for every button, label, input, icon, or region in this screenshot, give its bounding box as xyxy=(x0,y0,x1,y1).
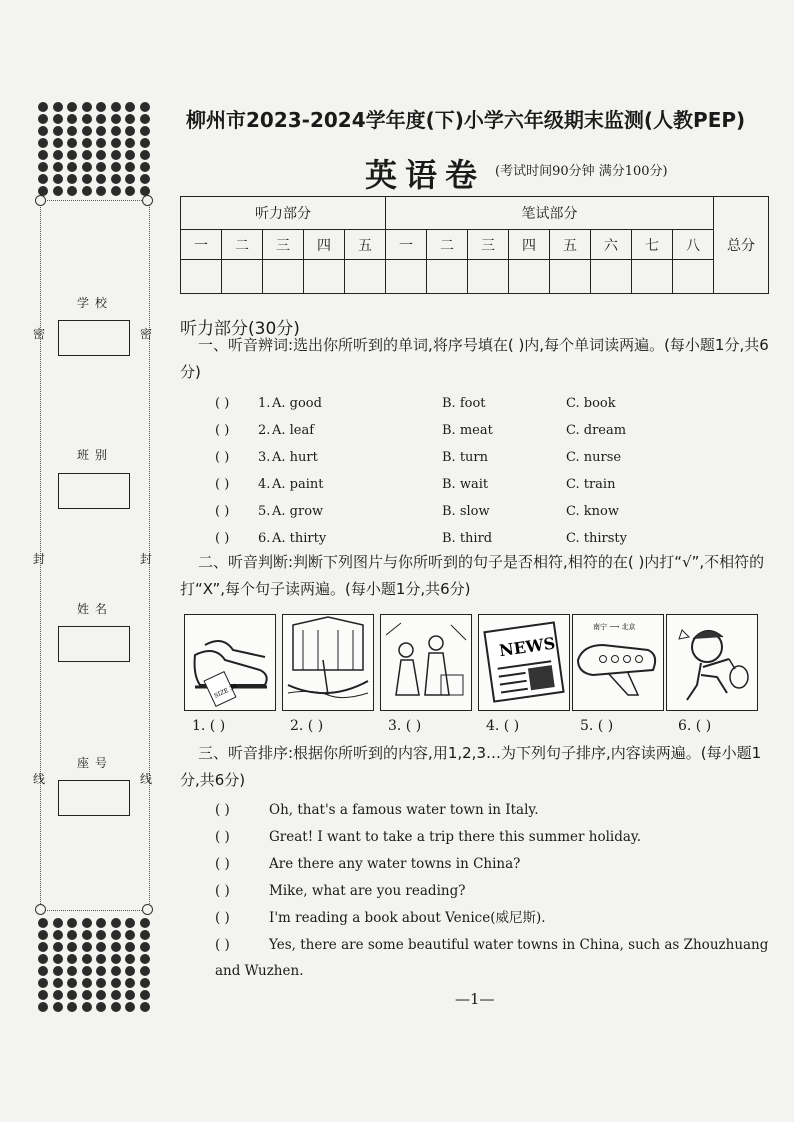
binding-dot xyxy=(125,1002,135,1012)
score-cell[interactable] xyxy=(181,260,222,294)
answer-blank[interactable]: ( ) xyxy=(215,531,230,546)
score-cell[interactable] xyxy=(509,260,550,294)
binding-dot xyxy=(140,942,150,952)
binding-dot xyxy=(140,102,150,112)
binding-dot xyxy=(53,918,63,928)
binding-dot xyxy=(38,102,48,112)
page-number: —1— xyxy=(455,990,495,1008)
seal-char: 密 xyxy=(33,327,46,341)
binding-dot xyxy=(53,978,63,988)
score-col: 四 xyxy=(304,230,345,260)
binding-dot xyxy=(111,126,121,136)
order-sentence xyxy=(215,797,775,823)
order-sentence xyxy=(215,878,775,904)
binding-dot xyxy=(111,954,121,964)
binding-dot xyxy=(82,990,92,1000)
binding-dot xyxy=(82,138,92,148)
score-cell[interactable] xyxy=(345,260,386,294)
score-col: 四 xyxy=(509,230,550,260)
seat-number-field[interactable] xyxy=(58,780,130,816)
option-c: C. thirsty xyxy=(566,531,627,546)
binding-dot xyxy=(125,930,135,940)
picture-4 xyxy=(478,614,570,711)
option-c: C. book xyxy=(566,396,616,411)
picture-2 xyxy=(282,614,374,711)
binding-line-top xyxy=(40,200,148,201)
binding-dots-bottom xyxy=(38,918,154,1014)
score-cell[interactable] xyxy=(386,260,427,294)
binding-dot xyxy=(96,942,106,952)
seal-char: 密 xyxy=(140,327,153,341)
binding-dot xyxy=(96,186,106,196)
binding-dot xyxy=(38,954,48,964)
option-num: 1. xyxy=(258,396,271,411)
picture-answer-blank[interactable]: 6. ( ) xyxy=(678,718,712,734)
score-col: 三 xyxy=(263,230,304,260)
score-col: 五 xyxy=(345,230,386,260)
score-col: 六 xyxy=(591,230,632,260)
score-header-total: 总分 xyxy=(714,197,769,294)
order-blank[interactable]: ( ) xyxy=(215,856,230,872)
option-a: A. thirty xyxy=(272,531,327,546)
option-c: C. train xyxy=(566,477,616,492)
score-cell[interactable] xyxy=(591,260,632,294)
binding-ring xyxy=(35,904,46,915)
binding-dot xyxy=(53,114,63,124)
part3-instruction: 三、听音排序:根据你所听到的内容,用1,2,3…为下列句子排序,内容读两遍。(每小题1分,共6分) xyxy=(180,744,762,789)
option-a: A. hurt xyxy=(272,450,318,465)
score-table xyxy=(180,196,769,294)
binding-dot xyxy=(111,114,121,124)
option-num: 6. xyxy=(258,531,271,546)
binding-dot xyxy=(140,954,150,964)
order-blank[interactable]: ( ) xyxy=(215,829,230,845)
section-heading-listening: 听力部分(30分) xyxy=(180,319,300,339)
name-field[interactable] xyxy=(58,626,130,662)
binding-dot xyxy=(82,174,92,184)
picture-answer-blank[interactable]: 5. ( ) xyxy=(580,718,614,734)
binding-dot xyxy=(53,162,63,172)
seal-char: 封 xyxy=(140,552,153,566)
binding-dot xyxy=(140,114,150,124)
binding-dot xyxy=(82,942,92,952)
option-a: A. good xyxy=(272,396,322,411)
flight-route: 南宁 ⟶ 北京 xyxy=(593,623,636,631)
binding-ring xyxy=(35,195,46,206)
binding-dot xyxy=(82,126,92,136)
binding-dot xyxy=(125,114,135,124)
binding-dot xyxy=(82,930,92,940)
option-b: B. third xyxy=(442,531,493,546)
binding-dot xyxy=(53,954,63,964)
sentence-text: Mike, what are you reading? xyxy=(269,883,466,899)
sentence-text: I'm reading a book about Venice(威尼斯). xyxy=(269,910,546,926)
sentence-text: Great! I want to take a trip there this summer holiday. xyxy=(269,829,642,845)
binding-dot xyxy=(111,138,121,148)
order-blank[interactable]: ( ) xyxy=(215,802,230,818)
binding-dot xyxy=(82,966,92,976)
option-c: C. know xyxy=(566,504,619,519)
score-cell[interactable] xyxy=(427,260,468,294)
binding-dot xyxy=(96,102,106,112)
binding-dot xyxy=(82,186,92,196)
score-col: 三 xyxy=(468,230,509,260)
binding-dot xyxy=(67,1002,77,1012)
binding-dot xyxy=(67,978,77,988)
water-town-icon xyxy=(283,615,373,710)
binding-dot xyxy=(96,1002,106,1012)
option-num: 3. xyxy=(258,450,271,465)
binding-dot xyxy=(38,126,48,136)
binding-dot xyxy=(140,966,150,976)
binding-dot xyxy=(38,966,48,976)
binding-dots-top xyxy=(38,102,154,198)
binding-dot xyxy=(82,978,92,988)
score-col: 一 xyxy=(386,230,427,260)
option-c: C. dream xyxy=(566,423,627,438)
binding-dot xyxy=(67,126,77,136)
sentence-text: Are there any water towns in China? xyxy=(269,856,521,872)
binding-dot xyxy=(111,162,121,172)
binding-dot xyxy=(111,102,121,112)
binding-dot xyxy=(53,138,63,148)
binding-dot xyxy=(67,150,77,160)
picture-answer-blank[interactable]: 3. ( ) xyxy=(388,718,422,734)
binding-dot xyxy=(140,138,150,148)
option-b: B. wait xyxy=(442,477,489,492)
order-blank[interactable]: ( ) xyxy=(215,937,230,953)
picture-3 xyxy=(380,614,472,711)
binding-dot xyxy=(111,1002,121,1012)
answer-blank[interactable]: ( ) xyxy=(215,477,230,492)
picture-6 xyxy=(666,614,758,711)
binding-dot xyxy=(140,162,150,172)
binding-dot xyxy=(111,930,121,940)
binding-dot xyxy=(125,162,135,172)
binding-dot xyxy=(38,174,48,184)
binding-dot xyxy=(96,954,106,964)
binding-dot xyxy=(53,966,63,976)
binding-dot xyxy=(96,918,106,928)
score-cell[interactable] xyxy=(222,260,263,294)
binding-dot xyxy=(82,954,92,964)
binding-dot xyxy=(38,138,48,148)
score-cell[interactable] xyxy=(632,260,673,294)
binding-dot xyxy=(82,150,92,160)
score-cell[interactable] xyxy=(673,260,714,294)
answer-blank[interactable]: ( ) xyxy=(215,396,230,411)
score-cell[interactable] xyxy=(304,260,345,294)
binding-dot xyxy=(140,126,150,136)
field-label-name: 姓名 xyxy=(76,602,113,616)
binding-dot xyxy=(82,162,92,172)
binding-dot xyxy=(38,162,48,172)
newspaper-icon xyxy=(479,615,569,710)
binding-dot xyxy=(53,990,63,1000)
order-sentence xyxy=(215,932,775,984)
binding-dot xyxy=(111,966,121,976)
subject-title: 英语卷 xyxy=(365,156,486,194)
binding-dot xyxy=(125,918,135,928)
picture-1 xyxy=(184,614,276,711)
field-label-seat: 座号 xyxy=(76,756,113,770)
binding-dot xyxy=(125,990,135,1000)
binding-dot xyxy=(67,942,77,952)
exam-title: 柳州市2023-2024学年度(下)小学六年级期末监测(人教PEP) xyxy=(186,108,746,132)
score-col: 一 xyxy=(181,230,222,260)
binding-dot xyxy=(111,174,121,184)
binding-dot xyxy=(96,150,106,160)
score-col: 二 xyxy=(222,230,263,260)
binding-dot xyxy=(96,126,106,136)
score-col: 七 xyxy=(632,230,673,260)
binding-dot xyxy=(67,114,77,124)
binding-dot xyxy=(125,186,135,196)
binding-dot xyxy=(67,186,77,196)
binding-dot xyxy=(111,186,121,196)
option-b: B. meat xyxy=(442,423,493,438)
binding-dot xyxy=(53,942,63,952)
seal-char: 线 xyxy=(140,772,153,786)
field-label-school: 学校 xyxy=(76,296,113,310)
option-num: 2. xyxy=(258,423,271,438)
binding-dot xyxy=(96,966,106,976)
binding-dot xyxy=(140,918,150,928)
option-a: A. grow xyxy=(272,504,324,519)
binding-dot xyxy=(140,1002,150,1012)
binding-ring xyxy=(142,195,153,206)
binding-dot xyxy=(82,918,92,928)
girl-badminton-icon xyxy=(667,615,757,710)
order-sentence xyxy=(215,905,775,931)
field-label-class: 班别 xyxy=(76,448,113,462)
binding-dot xyxy=(53,186,63,196)
score-cell[interactable] xyxy=(550,260,591,294)
score-col: 五 xyxy=(550,230,591,260)
binding-dot xyxy=(38,918,48,928)
binding-dot xyxy=(111,942,121,952)
binding-dot xyxy=(67,918,77,928)
binding-dot xyxy=(53,1002,63,1012)
binding-dot xyxy=(140,978,150,988)
binding-dot xyxy=(96,162,106,172)
shoes-icon xyxy=(185,615,275,710)
school-field[interactable] xyxy=(58,320,130,356)
binding-dot xyxy=(82,114,92,124)
binding-dot xyxy=(111,990,121,1000)
binding-dot xyxy=(125,126,135,136)
sentence-text: Yes, there are some beautiful water towns in China, such as Zhouzhuang and Wuzhen. xyxy=(215,937,769,979)
part2-instruction: 二、听音判断:判断下列图片与你所听到的句子是否相符,相符的在( )内打“√”,不相符的打“X”,每个句子读两遍。(每小题1分,共6分) xyxy=(180,553,765,598)
option-num: 4. xyxy=(258,477,271,492)
option-b: B. foot xyxy=(442,396,486,411)
option-a: A. leaf xyxy=(272,423,315,438)
order-sentence xyxy=(215,851,775,877)
binding-dot xyxy=(67,138,77,148)
binding-dot xyxy=(140,150,150,160)
binding-dot xyxy=(125,174,135,184)
binding-dot xyxy=(125,966,135,976)
size-tag-text: SIZE 36 xyxy=(213,682,239,700)
binding-dot xyxy=(67,102,77,112)
binding-dot xyxy=(67,966,77,976)
time-note: (考试时间90分钟 满分100分) xyxy=(495,164,668,179)
binding-dot xyxy=(53,150,63,160)
picture-5 xyxy=(572,614,664,711)
binding-dot xyxy=(53,174,63,184)
binding-dot xyxy=(125,138,135,148)
binding-dot xyxy=(82,102,92,112)
picture-answer-blank[interactable]: 2. ( ) xyxy=(290,718,324,734)
binding-dot xyxy=(111,978,121,988)
binding-dot xyxy=(53,126,63,136)
binding-dot xyxy=(96,990,106,1000)
answer-blank[interactable]: ( ) xyxy=(215,504,230,519)
binding-dot xyxy=(125,978,135,988)
binding-dot xyxy=(96,930,106,940)
binding-dot xyxy=(125,102,135,112)
binding-dot xyxy=(38,930,48,940)
binding-dot xyxy=(125,150,135,160)
binding-dot xyxy=(96,114,106,124)
binding-dot xyxy=(140,174,150,184)
binding-dot xyxy=(38,990,48,1000)
option-a: A. paint xyxy=(272,477,324,492)
binding-dot xyxy=(67,174,77,184)
seal-char: 线 xyxy=(33,772,46,786)
binding-dot xyxy=(125,942,135,952)
option-b: B. turn xyxy=(442,450,489,465)
binding-dot xyxy=(96,978,106,988)
binding-dot xyxy=(67,930,77,940)
part1-instruction: 一、听音辨词:选出你所听到的单词,将序号填在( )内,每个单词读两遍。(每小题1分,共6分) xyxy=(180,336,769,381)
binding-dot xyxy=(38,978,48,988)
airplane-icon xyxy=(573,615,663,710)
score-header-listening: 听力部分 xyxy=(181,197,386,230)
binding-dot xyxy=(96,138,106,148)
order-blank[interactable]: ( ) xyxy=(215,910,230,926)
answer-blank[interactable]: ( ) xyxy=(215,423,230,438)
seal-char: 封 xyxy=(33,552,46,566)
binding-dot xyxy=(38,150,48,160)
binding-dot xyxy=(38,114,48,124)
binding-ring xyxy=(142,904,153,915)
binding-dot xyxy=(140,990,150,1000)
option-b: B. slow xyxy=(442,504,490,519)
binding-dot xyxy=(67,990,77,1000)
score-col: 八 xyxy=(673,230,714,260)
binding-dot xyxy=(82,1002,92,1012)
order-blank[interactable]: ( ) xyxy=(215,883,230,899)
newspaper-headline: NEWS xyxy=(497,633,557,661)
binding-dot xyxy=(53,102,63,112)
order-sentence xyxy=(215,824,775,850)
binding-dot xyxy=(38,942,48,952)
binding-dot xyxy=(67,162,77,172)
binding-dot xyxy=(53,930,63,940)
score-col: 二 xyxy=(427,230,468,260)
binding-dot xyxy=(111,918,121,928)
binding-dot xyxy=(38,1002,48,1012)
binding-dot xyxy=(125,954,135,964)
picture-answer-blank[interactable]: 4. ( ) xyxy=(486,718,520,734)
binding-dot xyxy=(140,930,150,940)
option-c: C. nurse xyxy=(566,450,622,465)
score-header-writing: 笔试部分 xyxy=(386,197,714,230)
binding-dot xyxy=(96,174,106,184)
option-num: 5. xyxy=(258,504,271,519)
binding-line-bottom xyxy=(40,910,148,911)
people-gathering-icon xyxy=(381,615,471,710)
sentence-text: Oh, that's a famous water town in Italy. xyxy=(269,802,539,818)
binding-dot xyxy=(111,150,121,160)
answer-blank[interactable]: ( ) xyxy=(215,450,230,465)
score-cell[interactable] xyxy=(263,260,304,294)
class-field[interactable] xyxy=(58,473,130,509)
score-cell[interactable] xyxy=(468,260,509,294)
binding-dot xyxy=(67,954,77,964)
picture-answer-blank[interactable]: 1. ( ) xyxy=(192,718,226,734)
